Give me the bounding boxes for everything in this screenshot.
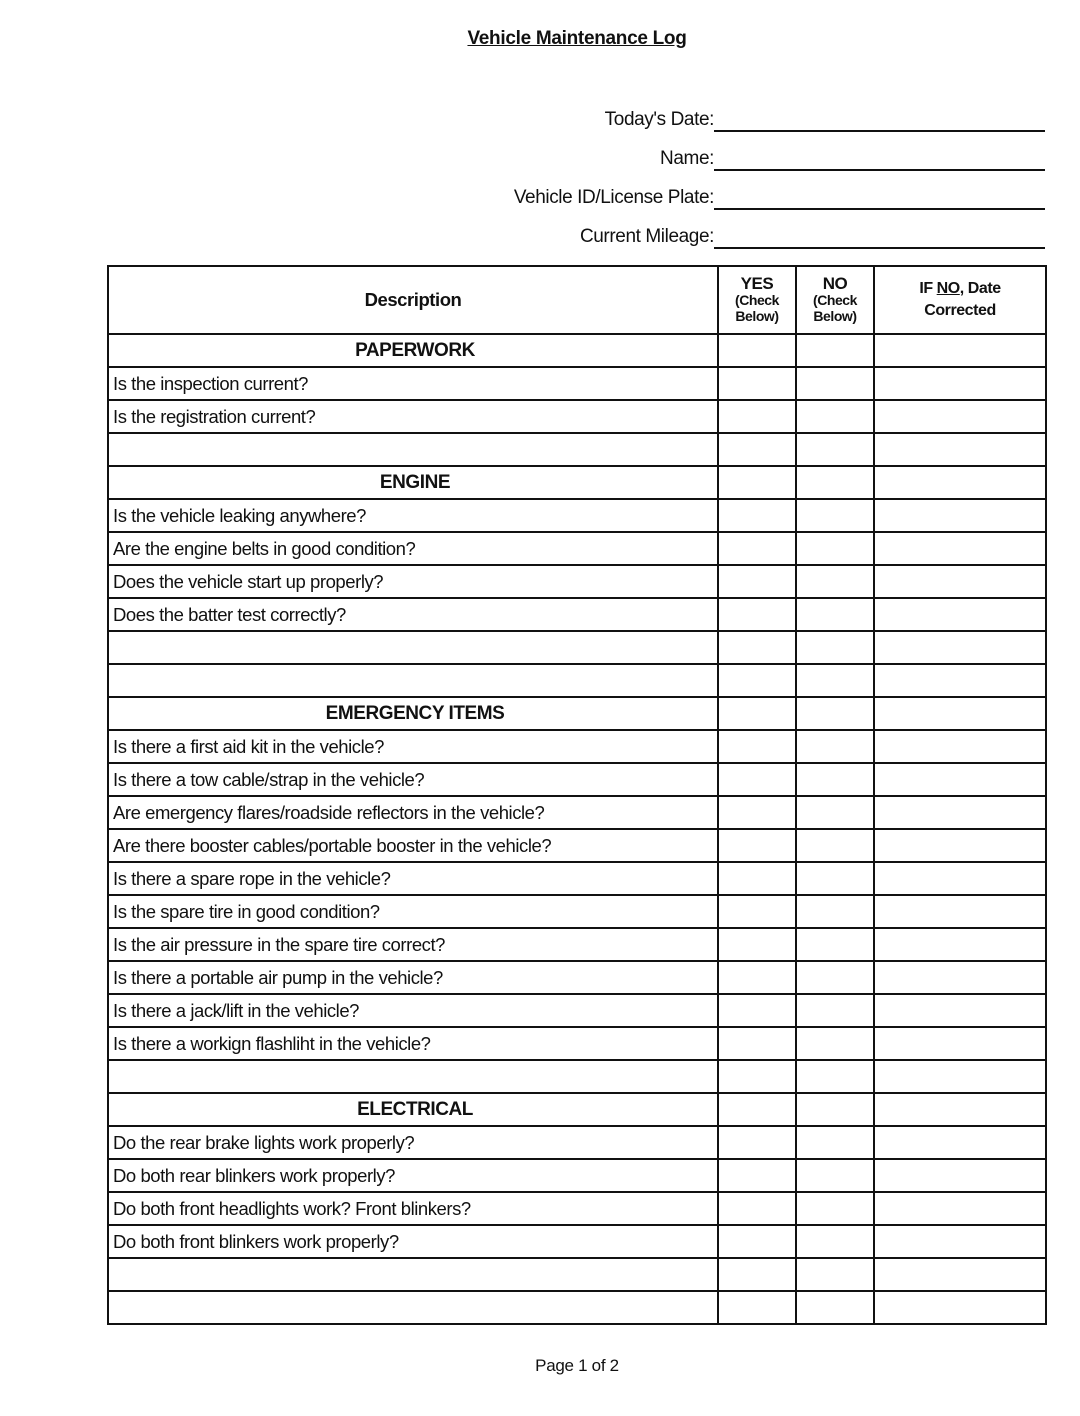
date-corrected-cell[interactable] bbox=[874, 1192, 1046, 1225]
no-check-cell[interactable] bbox=[796, 532, 874, 565]
yes-check-cell[interactable] bbox=[718, 829, 796, 862]
no-check-cell[interactable] bbox=[796, 697, 874, 730]
blank-row bbox=[108, 433, 1046, 466]
description-cell: Is the vehicle leaking anywhere? bbox=[108, 499, 718, 532]
date-corrected-cell[interactable] bbox=[874, 928, 1046, 961]
date-corrected-cell[interactable] bbox=[874, 961, 1046, 994]
table-row bbox=[108, 796, 1046, 829]
no-check-cell[interactable] bbox=[796, 1192, 874, 1225]
blank-row bbox=[108, 1291, 1046, 1324]
yes-check-cell[interactable] bbox=[718, 367, 796, 400]
yes-check-cell[interactable] bbox=[718, 895, 796, 928]
section-heading: ELECTRICAL bbox=[108, 1093, 718, 1126]
no-check-cell[interactable] bbox=[796, 994, 874, 1027]
no-check-cell[interactable] bbox=[796, 1126, 874, 1159]
yes-check-cell[interactable] bbox=[718, 1060, 796, 1093]
date-corrected-cell[interactable] bbox=[874, 862, 1046, 895]
vehicle-id-label: Vehicle ID/License Plate: bbox=[513, 187, 714, 208]
yes-check-cell[interactable] bbox=[718, 1258, 796, 1291]
table-row bbox=[108, 1192, 1046, 1225]
name-label: Name: bbox=[660, 148, 714, 169]
todays-date-field bbox=[0, 104, 1045, 132]
table-body bbox=[108, 334, 1046, 1324]
date-corrected-cell[interactable] bbox=[874, 697, 1046, 730]
section-row bbox=[108, 466, 1046, 499]
table-row bbox=[108, 565, 1046, 598]
table-header-row bbox=[108, 266, 1046, 334]
date-corrected-cell[interactable] bbox=[874, 400, 1046, 433]
corr-no: NO bbox=[936, 280, 960, 297]
no-check-cell[interactable] bbox=[796, 631, 874, 664]
description-cell: Are there booster cables/portable booster in the vehicle? bbox=[108, 829, 718, 862]
maintenance-table bbox=[107, 265, 1047, 1325]
no-check-cell[interactable] bbox=[796, 796, 874, 829]
section-row bbox=[108, 334, 1046, 367]
table-row bbox=[108, 763, 1046, 796]
description-cell bbox=[108, 1060, 718, 1093]
table-row bbox=[108, 862, 1046, 895]
no-header-title: NO bbox=[822, 274, 848, 293]
table-row bbox=[108, 367, 1046, 400]
table-row bbox=[108, 994, 1046, 1027]
description-cell bbox=[108, 1258, 718, 1291]
date-corrected-cell[interactable] bbox=[874, 1159, 1046, 1192]
description-cell bbox=[108, 664, 718, 697]
no-check-cell[interactable] bbox=[796, 433, 874, 466]
date-corrected-cell[interactable] bbox=[874, 1093, 1046, 1126]
yes-check-cell[interactable] bbox=[718, 631, 796, 664]
blank-row bbox=[108, 631, 1046, 664]
page-title: Vehicle Maintenance Log bbox=[467, 28, 687, 49]
table-row bbox=[108, 598, 1046, 631]
no-check-cell[interactable] bbox=[796, 367, 874, 400]
yes-check-cell[interactable] bbox=[718, 1126, 796, 1159]
date-corrected-header bbox=[874, 266, 1046, 334]
section-row bbox=[108, 697, 1046, 730]
todays-date-label: Today's Date: bbox=[604, 109, 714, 130]
date-corrected-cell[interactable] bbox=[874, 1027, 1046, 1060]
date-corrected-cell[interactable] bbox=[874, 895, 1046, 928]
yes-check-cell[interactable] bbox=[718, 1291, 796, 1324]
description-cell: Is there a spare rope in the vehicle? bbox=[108, 862, 718, 895]
date-corrected-cell[interactable] bbox=[874, 1258, 1046, 1291]
vehicle-id-line[interactable] bbox=[714, 180, 1045, 210]
current-mileage-field bbox=[0, 221, 1045, 249]
table-row bbox=[108, 829, 1046, 862]
table-row bbox=[108, 895, 1046, 928]
description-cell: Is there a tow cable/strap in the vehicle? bbox=[108, 763, 718, 796]
date-corrected-cell[interactable] bbox=[874, 763, 1046, 796]
date-corrected-cell[interactable] bbox=[874, 664, 1046, 697]
no-check-cell[interactable] bbox=[796, 400, 874, 433]
yes-check-cell[interactable] bbox=[718, 730, 796, 763]
yes-check-cell[interactable] bbox=[718, 466, 796, 499]
yes-header-sub2: Below) bbox=[735, 308, 779, 324]
description-cell: Is there a portable air pump in the vehicle? bbox=[108, 961, 718, 994]
description-cell: Do both front blinkers work properly? bbox=[108, 1225, 718, 1258]
table-row bbox=[108, 961, 1046, 994]
description-cell: Is the spare tire in good condition? bbox=[108, 895, 718, 928]
date-corrected-cell[interactable] bbox=[874, 334, 1046, 367]
table-row bbox=[108, 1126, 1046, 1159]
no-check-cell[interactable] bbox=[796, 499, 874, 532]
current-mileage-label: Current Mileage: bbox=[579, 226, 714, 247]
yes-header bbox=[718, 266, 796, 334]
description-cell bbox=[108, 1291, 718, 1324]
yes-header-sub1: (Check bbox=[735, 292, 779, 308]
yes-check-cell[interactable] bbox=[718, 400, 796, 433]
no-check-cell[interactable] bbox=[796, 565, 874, 598]
no-header-sub2: Below) bbox=[813, 308, 857, 324]
description-cell: Does the batter test correctly? bbox=[108, 598, 718, 631]
yes-check-cell[interactable] bbox=[718, 1192, 796, 1225]
yes-check-cell[interactable] bbox=[718, 796, 796, 829]
yes-check-cell[interactable] bbox=[718, 697, 796, 730]
no-check-cell[interactable] bbox=[796, 829, 874, 862]
table-row bbox=[108, 730, 1046, 763]
date-corrected-cell[interactable] bbox=[874, 1225, 1046, 1258]
table-row bbox=[108, 1159, 1046, 1192]
date-corrected-cell[interactable] bbox=[874, 631, 1046, 664]
description-cell: Is there a workign flashliht in the vehicle? bbox=[108, 1027, 718, 1060]
yes-check-cell[interactable] bbox=[718, 598, 796, 631]
date-corrected-cell[interactable] bbox=[874, 796, 1046, 829]
date-corrected-cell[interactable] bbox=[874, 1126, 1046, 1159]
table-row bbox=[108, 1225, 1046, 1258]
yes-check-cell[interactable] bbox=[718, 664, 796, 697]
yes-check-cell[interactable] bbox=[718, 334, 796, 367]
corr-suffix: , Date bbox=[959, 280, 1001, 297]
date-corrected-cell[interactable] bbox=[874, 829, 1046, 862]
yes-check-cell[interactable] bbox=[718, 532, 796, 565]
table-row bbox=[108, 400, 1046, 433]
yes-check-cell[interactable] bbox=[718, 763, 796, 796]
no-check-cell[interactable] bbox=[796, 1291, 874, 1324]
description-cell: Is the air pressure in the spare tire correct? bbox=[108, 928, 718, 961]
yes-check-cell[interactable] bbox=[718, 1225, 796, 1258]
vehicle-id-field bbox=[0, 182, 1045, 210]
name-line[interactable] bbox=[714, 141, 1045, 171]
yes-header-title: YES bbox=[740, 274, 774, 293]
date-corrected-cell[interactable] bbox=[874, 994, 1046, 1027]
section-heading: PAPERWORK bbox=[108, 334, 718, 367]
no-header bbox=[796, 266, 874, 334]
date-corrected-cell[interactable] bbox=[874, 598, 1046, 631]
section-heading: ENGINE bbox=[108, 466, 718, 499]
date-corrected-cell[interactable] bbox=[874, 1060, 1046, 1093]
table-row bbox=[108, 499, 1046, 532]
yes-check-cell[interactable] bbox=[718, 499, 796, 532]
page-number: Page 1 of 2 bbox=[535, 1356, 619, 1375]
yes-check-cell[interactable] bbox=[718, 928, 796, 961]
current-mileage-line[interactable] bbox=[714, 219, 1045, 249]
no-check-cell[interactable] bbox=[796, 1225, 874, 1258]
section-row bbox=[108, 1093, 1046, 1126]
yes-check-cell[interactable] bbox=[718, 433, 796, 466]
name-field bbox=[0, 143, 1045, 171]
date-corrected-cell[interactable] bbox=[874, 730, 1046, 763]
section-heading: EMERGENCY ITEMS bbox=[108, 697, 718, 730]
table-row bbox=[108, 532, 1046, 565]
no-check-cell[interactable] bbox=[796, 664, 874, 697]
description-cell: Do both front headlights work? Front blinkers? bbox=[108, 1192, 718, 1225]
no-header-sub1: (Check bbox=[813, 292, 857, 308]
description-cell: Is the registration current? bbox=[108, 400, 718, 433]
yes-check-cell[interactable] bbox=[718, 994, 796, 1027]
yes-check-cell[interactable] bbox=[718, 1159, 796, 1192]
date-corrected-cell[interactable] bbox=[874, 1291, 1046, 1324]
corr-line2: Corrected bbox=[924, 302, 996, 319]
date-corrected-cell[interactable] bbox=[874, 466, 1046, 499]
blank-row bbox=[108, 664, 1046, 697]
no-check-cell[interactable] bbox=[796, 961, 874, 994]
table-row bbox=[108, 928, 1046, 961]
description-cell: Do the rear brake lights work properly? bbox=[108, 1126, 718, 1159]
no-check-cell[interactable] bbox=[796, 1027, 874, 1060]
yes-check-cell[interactable] bbox=[718, 961, 796, 994]
no-check-cell[interactable] bbox=[796, 1093, 874, 1126]
date-corrected-cell[interactable] bbox=[874, 367, 1046, 400]
no-check-cell[interactable] bbox=[796, 1159, 874, 1192]
no-check-cell[interactable] bbox=[796, 1060, 874, 1093]
date-corrected-cell[interactable] bbox=[874, 499, 1046, 532]
blank-row bbox=[108, 1060, 1046, 1093]
no-check-cell[interactable] bbox=[796, 928, 874, 961]
no-check-cell[interactable] bbox=[796, 1258, 874, 1291]
no-check-cell[interactable] bbox=[796, 334, 874, 367]
description-cell bbox=[108, 433, 718, 466]
no-check-cell[interactable] bbox=[796, 730, 874, 763]
description-cell: Are emergency flares/roadside reflectors in the vehicle? bbox=[108, 796, 718, 829]
corr-prefix: IF bbox=[919, 280, 937, 297]
description-cell: Does the vehicle start up properly? bbox=[108, 565, 718, 598]
yes-check-cell[interactable] bbox=[718, 565, 796, 598]
description-cell: Is there a jack/lift in the vehicle? bbox=[108, 994, 718, 1027]
todays-date-line[interactable] bbox=[714, 102, 1045, 132]
no-check-cell[interactable] bbox=[796, 895, 874, 928]
description-header: Description bbox=[108, 266, 718, 334]
table-row bbox=[108, 1027, 1046, 1060]
no-check-cell[interactable] bbox=[796, 763, 874, 796]
description-cell: Do both rear blinkers work properly? bbox=[108, 1159, 718, 1192]
no-check-cell[interactable] bbox=[796, 466, 874, 499]
date-corrected-cell[interactable] bbox=[874, 433, 1046, 466]
description-cell: Is there a first aid kit in the vehicle? bbox=[108, 730, 718, 763]
description-cell: Is the inspection current? bbox=[108, 367, 718, 400]
yes-check-cell[interactable] bbox=[718, 862, 796, 895]
no-check-cell[interactable] bbox=[796, 862, 874, 895]
date-corrected-cell[interactable] bbox=[874, 565, 1046, 598]
description-cell bbox=[108, 631, 718, 664]
blank-row bbox=[108, 1258, 1046, 1291]
no-check-cell[interactable] bbox=[796, 598, 874, 631]
date-corrected-cell[interactable] bbox=[874, 532, 1046, 565]
yes-check-cell[interactable] bbox=[718, 1027, 796, 1060]
yes-check-cell[interactable] bbox=[718, 1093, 796, 1126]
description-cell: Are the engine belts in good condition? bbox=[108, 532, 718, 565]
